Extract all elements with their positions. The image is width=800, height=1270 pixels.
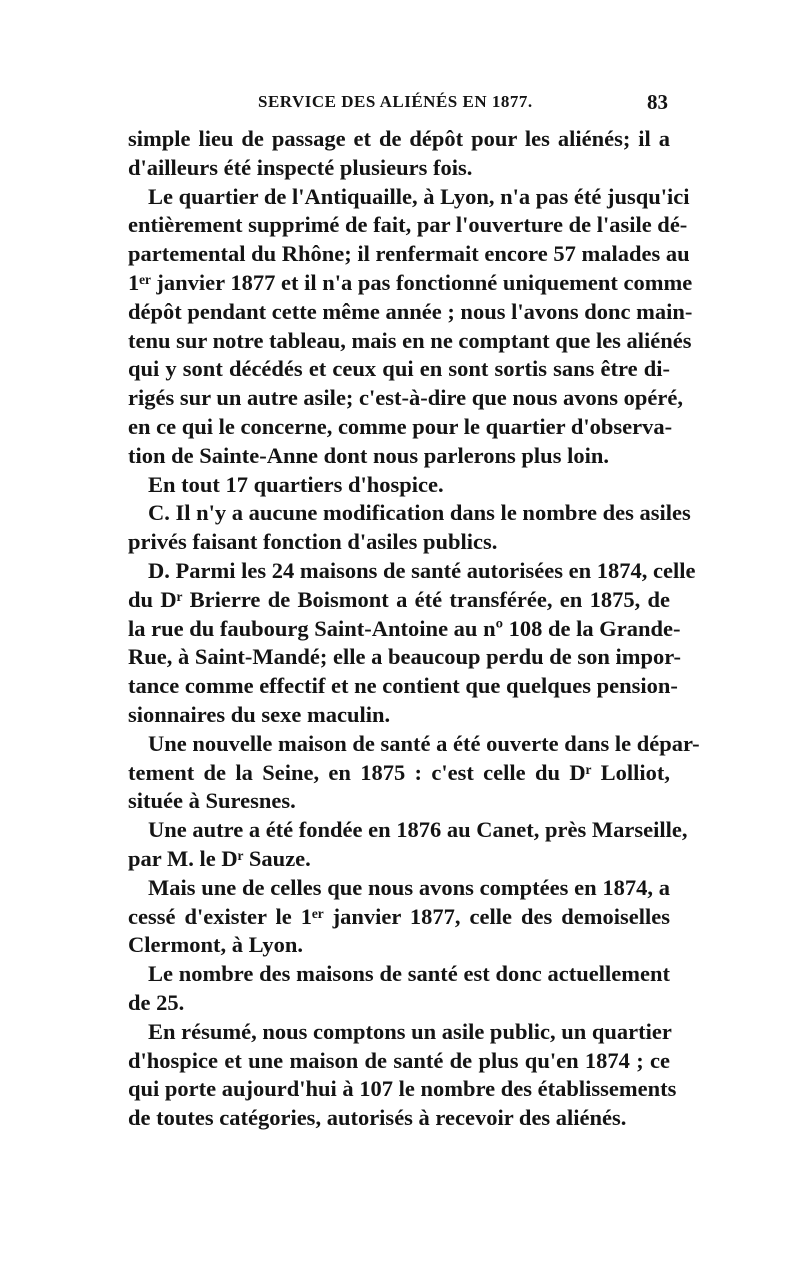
- text-line: privés faisant fonction d'asiles publics.: [128, 529, 498, 555]
- text-line: Le quartier de l'Antiquaille, à Lyon, n'a pas été jusqu'ici: [148, 183, 690, 209]
- text-line: Une nouvelle maison de santé a été ouverte dans le dépar-: [148, 730, 700, 756]
- text-line: de 25.: [128, 989, 185, 1015]
- text-line: la rue du faubourg Saint-Antoine au nº 108 de la Grande-: [128, 615, 681, 641]
- text-line: du Dʳ Brierre de Boismont a été transférée, en 1875, de: [128, 586, 670, 612]
- text-line: tement de la Seine, en 1875 : c'est celle du Dʳ Lolliot,: [128, 759, 670, 785]
- text-line: qui y sont décédés et ceux qui en sont sortis sans être di-: [128, 356, 670, 382]
- text-line: D. Parmi les 24 maisons de santé autorisées en 1874, celle: [148, 557, 696, 583]
- text-line: entièrement supprimé de fait, par l'ouverture de l'asile dé-: [128, 212, 688, 238]
- text-line: dépôt pendant cette même année ; nous l'avons donc main-: [128, 298, 693, 324]
- running-title: SERVICE DES ALIÉNÉS EN 1877.: [258, 92, 533, 111]
- text-line: Rue, à Saint-Mandé; elle a beaucoup perdu de son impor-: [128, 644, 681, 670]
- text-line: qui porte aujourd'hui à 107 le nombre des établissements: [128, 1076, 677, 1102]
- text-line: en ce qui le concerne, comme pour le quartier d'observa-: [128, 413, 673, 439]
- text-line: simple lieu de passage et de dépôt pour les aliénés; il a: [128, 126, 670, 151]
- text-line: par M. le Dʳ Sauze.: [128, 845, 311, 871]
- text-line: située à Suresnes.: [128, 788, 296, 814]
- body-text: [128, 125, 700, 1133]
- text-line: rigés sur un autre asile; c'est-à-dire que nous avons opéré,: [128, 385, 683, 411]
- page-number: 83: [647, 90, 668, 114]
- text-line: En tout 17 quartiers d'hospice.: [148, 471, 444, 497]
- text-line: partemental du Rhône; il renfermait encore 57 malades au: [128, 241, 690, 267]
- text-line: 1ᵉʳ janvier 1877 et il n'a pas fonctionné uniquement comme: [128, 269, 693, 295]
- text-line: d'ailleurs été inspecté plusieurs fois.: [128, 154, 473, 180]
- text-line: C. Il n'y a aucune modification dans le nombre des asiles: [148, 500, 691, 526]
- text-line: tenu sur notre tableau, mais en ne comptant que les aliénés: [128, 327, 692, 353]
- text-line: Une autre a été fondée en 1876 au Canet, près Marseille,: [148, 817, 688, 843]
- running-head: [128, 90, 668, 118]
- text-line: tion de Sainte-Anne dont nous parlerons plus loin.: [128, 442, 609, 468]
- text-line: tance comme effectif et ne contient que quelques pension-: [128, 673, 678, 699]
- text-line: Clermont, à Lyon.: [128, 932, 304, 958]
- text-line: de toutes catégories, autorisés à recevoir des aliénés.: [128, 1105, 627, 1131]
- text-line: En résumé, nous comptons un asile public, un quartier: [148, 1018, 672, 1044]
- text-line: sionnaires du sexe maculin.: [128, 701, 391, 727]
- text-line: cessé d'exister le 1ᵉʳ janvier 1877, celle des demoiselles: [128, 903, 670, 929]
- text-line: Le nombre des maisons de santé est donc actuellement: [148, 961, 670, 987]
- text-line: d'hospice et une maison de santé de plus qu'en 1874 ; ce: [128, 1047, 670, 1073]
- text-line: Mais une de celles que nous avons comptées en 1874, a: [148, 874, 670, 900]
